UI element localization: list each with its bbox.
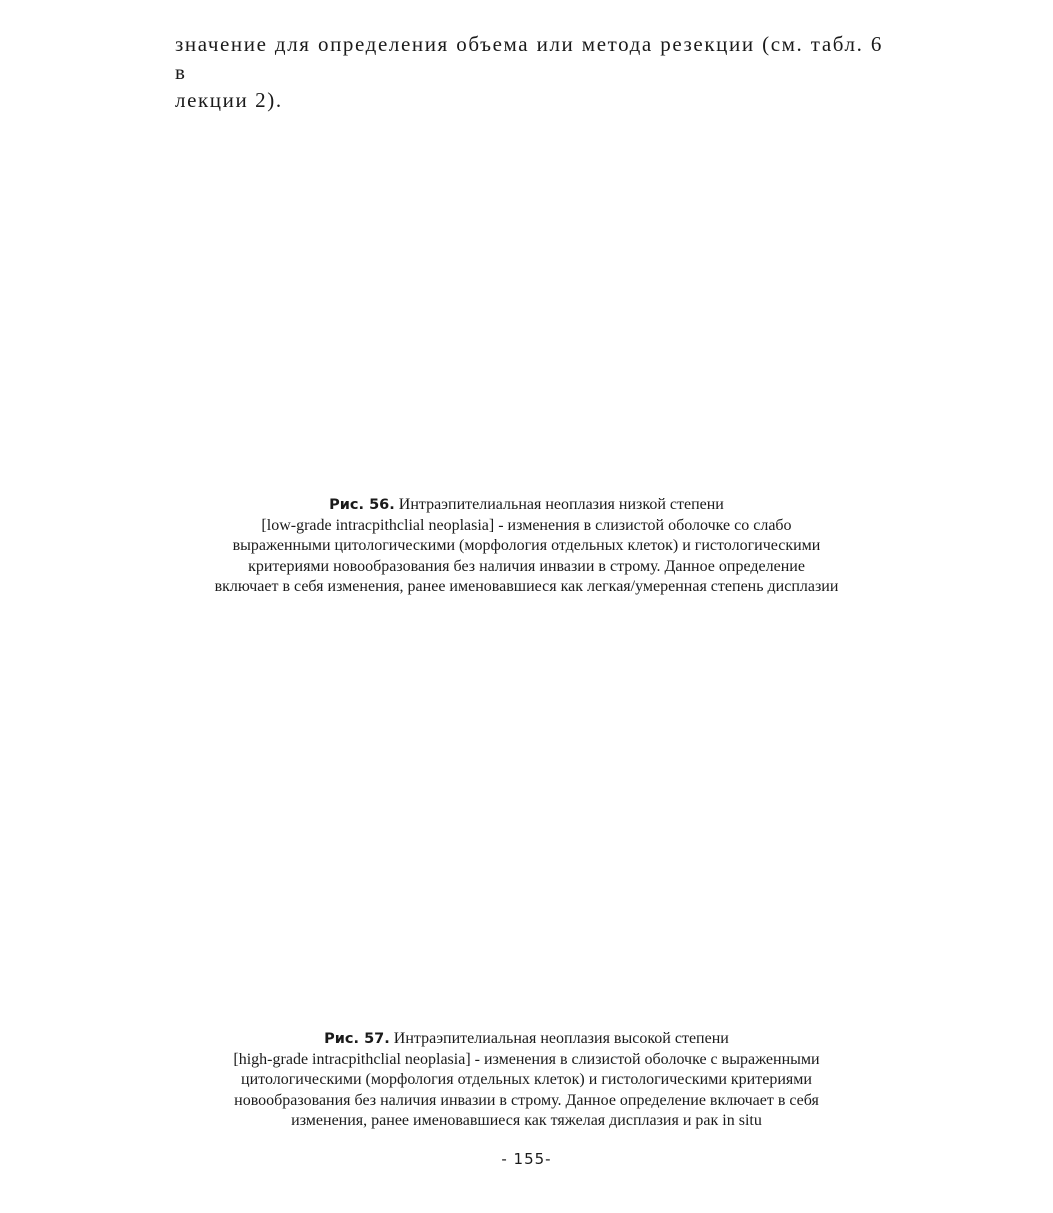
figure-56-label: Рис. 56. bbox=[329, 497, 395, 513]
figure-57-label: Рис. 57. bbox=[324, 1031, 390, 1047]
caption-line: изменения, ранее именовавшиеся как тяжелая дисплазия и рак in situ bbox=[291, 1112, 762, 1130]
figure-56-caption bbox=[150, 495, 903, 598]
page-number: - 155- bbox=[501, 1150, 552, 1168]
caption-line: [high-grade intracpithclial neoplasia] - изменения в слизистой оболочке с выраженными bbox=[233, 1050, 820, 1068]
figure-57-caption bbox=[150, 1029, 903, 1132]
caption-title-line bbox=[150, 495, 903, 516]
intro-line: значение для определения объема или метода резекции (см. табл. 6 в bbox=[175, 32, 883, 84]
intro-line: лекции 2). bbox=[175, 88, 283, 112]
caption-line: выраженными цитологическими (морфология отдельных клеток) и гистологическими bbox=[232, 537, 821, 555]
caption-line: новообразования без наличия инвазии в строму. Данное определение включает в себя bbox=[234, 1091, 819, 1109]
caption-title-line bbox=[150, 1029, 903, 1050]
caption-line: цитологическими (морфология отдельных клеток) и гистологическими критериями bbox=[241, 1071, 812, 1089]
caption-line: включает в себя изменения, ранее именовавшиеся как легкая/умеренная степень дисплазии bbox=[214, 578, 839, 596]
figure-57-image-area bbox=[175, 615, 883, 1020]
caption-line: критериями новообразования без наличия инвазии в строму. Данное определение bbox=[248, 557, 805, 575]
figure-57-title: Интраэпителиальная неоплазия высокой степени bbox=[389, 1030, 729, 1047]
caption-line: [low-grade intracpithclial neoplasia] - изменения в слизистой оболочке со слабо bbox=[261, 516, 792, 534]
figure-56-title: Интраэпителиальная неоплазия низкой степени bbox=[394, 496, 724, 513]
figure-56-image-area bbox=[175, 100, 883, 485]
